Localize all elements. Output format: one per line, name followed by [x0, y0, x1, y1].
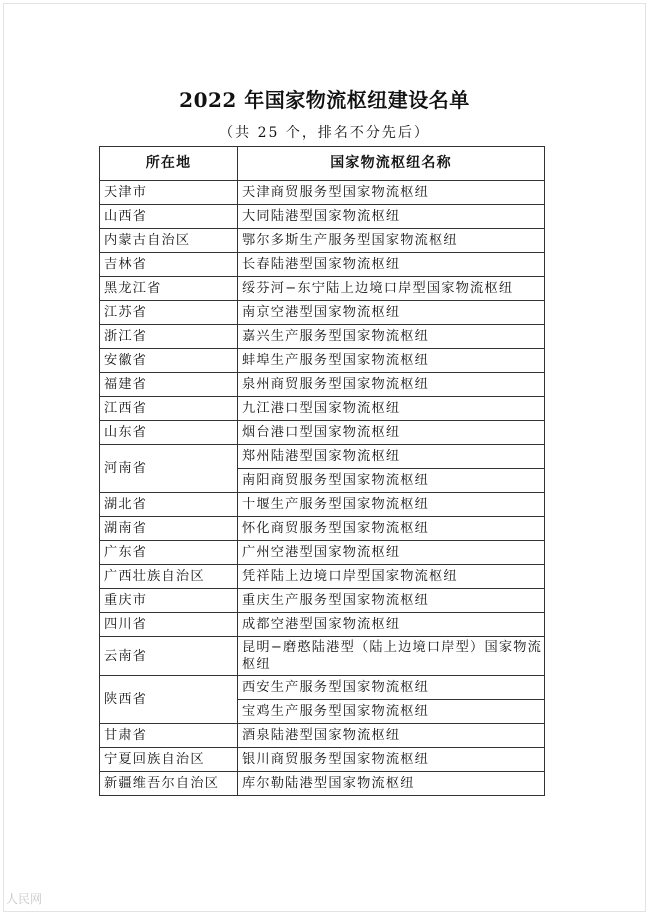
- location-cell: 云南省: [100, 637, 238, 676]
- table-row: [100, 517, 545, 541]
- watermark-logo: 人民网: [6, 892, 43, 906]
- location-cell: 浙江省: [100, 325, 238, 349]
- location-cell: 黑龙江省: [100, 277, 238, 301]
- location-cell: 内蒙古自治区: [100, 229, 238, 253]
- location-cell: 安徽省: [100, 349, 238, 373]
- hub-name-cell: 重庆生产服务型国家物流枢纽: [238, 589, 545, 613]
- table-row: [100, 637, 545, 676]
- table-row: [100, 181, 545, 205]
- hub-name-cell: 库尔勒陆港型国家物流枢纽: [238, 772, 545, 796]
- table-header-row: [100, 147, 545, 181]
- hub-name-cell: 西安生产服务型国家物流枢纽: [238, 676, 545, 700]
- hub-list-table: [99, 146, 545, 796]
- hub-name-cell: 南阳商贸服务型国家物流枢纽: [238, 469, 545, 493]
- table-row: [100, 613, 545, 637]
- location-cell: 山西省: [100, 205, 238, 229]
- table-row: [100, 205, 545, 229]
- table-row: [100, 724, 545, 748]
- location-cell: 宁夏回族自治区: [100, 748, 238, 772]
- table-row: [100, 277, 545, 301]
- table-body: [100, 181, 545, 796]
- hub-name-cell: 广州空港型国家物流枢纽: [238, 541, 545, 565]
- hub-name-cell: 烟台港口型国家物流枢纽: [238, 421, 545, 445]
- table-row: [100, 676, 545, 700]
- location-cell: 湖南省: [100, 517, 238, 541]
- table-row: [100, 397, 545, 421]
- location-cell: 重庆市: [100, 589, 238, 613]
- hub-name-cell: 九江港口型国家物流枢纽: [238, 397, 545, 421]
- hub-name-cell: 银川商贸服务型国家物流枢纽: [238, 748, 545, 772]
- table-row: [100, 229, 545, 253]
- hub-name-cell: 宝鸡生产服务型国家物流枢纽: [238, 700, 545, 724]
- table-row: [100, 748, 545, 772]
- table-row: [100, 772, 545, 796]
- location-cell: 吉林省: [100, 253, 238, 277]
- location-cell: 江苏省: [100, 301, 238, 325]
- table-row: [100, 373, 545, 397]
- location-cell: 河南省: [100, 445, 238, 493]
- table-row: [100, 325, 545, 349]
- hub-name-cell: 怀化商贸服务型国家物流枢纽: [238, 517, 545, 541]
- hub-name-cell: 长春陆港型国家物流枢纽: [238, 253, 545, 277]
- hub-name-cell: 昆明−磨憨陆港型（陆上边境口岸型）国家物流枢纽: [238, 637, 545, 676]
- location-cell: 四川省: [100, 613, 238, 637]
- hub-name-cell: 蚌埠生产服务型国家物流枢纽: [238, 349, 545, 373]
- location-cell: 福建省: [100, 373, 238, 397]
- location-cell: 新疆维吾尔自治区: [100, 772, 238, 796]
- header-location: 所在地: [100, 147, 238, 181]
- table-row: [100, 421, 545, 445]
- table-row: [100, 589, 545, 613]
- table-row: [100, 493, 545, 517]
- location-cell: 湖北省: [100, 493, 238, 517]
- location-cell: 甘肃省: [100, 724, 238, 748]
- location-cell: 山东省: [100, 421, 238, 445]
- table-row: [100, 541, 545, 565]
- hub-name-cell: 天津商贸服务型国家物流枢纽: [238, 181, 545, 205]
- location-cell: 广西壮族自治区: [100, 565, 238, 589]
- document-subtitle: （共 25 个，排名不分先后）: [219, 125, 430, 141]
- hub-name-cell: 大同陆港型国家物流枢纽: [238, 205, 545, 229]
- hub-name-cell: 绥芬河−东宁陆上边境口岸型国家物流枢纽: [238, 277, 545, 301]
- hub-name-cell: 郑州陆港型国家物流枢纽: [238, 445, 545, 469]
- document-title: 2022 年国家物流枢纽建设名单: [179, 88, 470, 112]
- location-cell: 陕西省: [100, 676, 238, 724]
- table-row: [100, 565, 545, 589]
- hub-name-cell: 嘉兴生产服务型国家物流枢纽: [238, 325, 545, 349]
- hub-name-cell: 南京空港型国家物流枢纽: [238, 301, 545, 325]
- hub-name-cell: 泉州商贸服务型国家物流枢纽: [238, 373, 545, 397]
- hub-name-cell: 十堰生产服务型国家物流枢纽: [238, 493, 545, 517]
- table-row: [100, 253, 545, 277]
- table-row: [100, 349, 545, 373]
- table-row: [100, 301, 545, 325]
- hub-name-cell: 成都空港型国家物流枢纽: [238, 613, 545, 637]
- table-row: [100, 445, 545, 469]
- location-cell: 广东省: [100, 541, 238, 565]
- location-cell: 天津市: [100, 181, 238, 205]
- location-cell: 江西省: [100, 397, 238, 421]
- header-hub-name: 国家物流枢纽名称: [238, 147, 545, 181]
- hub-name-cell: 鄂尔多斯生产服务型国家物流枢纽: [238, 229, 545, 253]
- hub-name-cell: 酒泉陆港型国家物流枢纽: [238, 724, 545, 748]
- hub-name-cell: 凭祥陆上边境口岸型国家物流枢纽: [238, 565, 545, 589]
